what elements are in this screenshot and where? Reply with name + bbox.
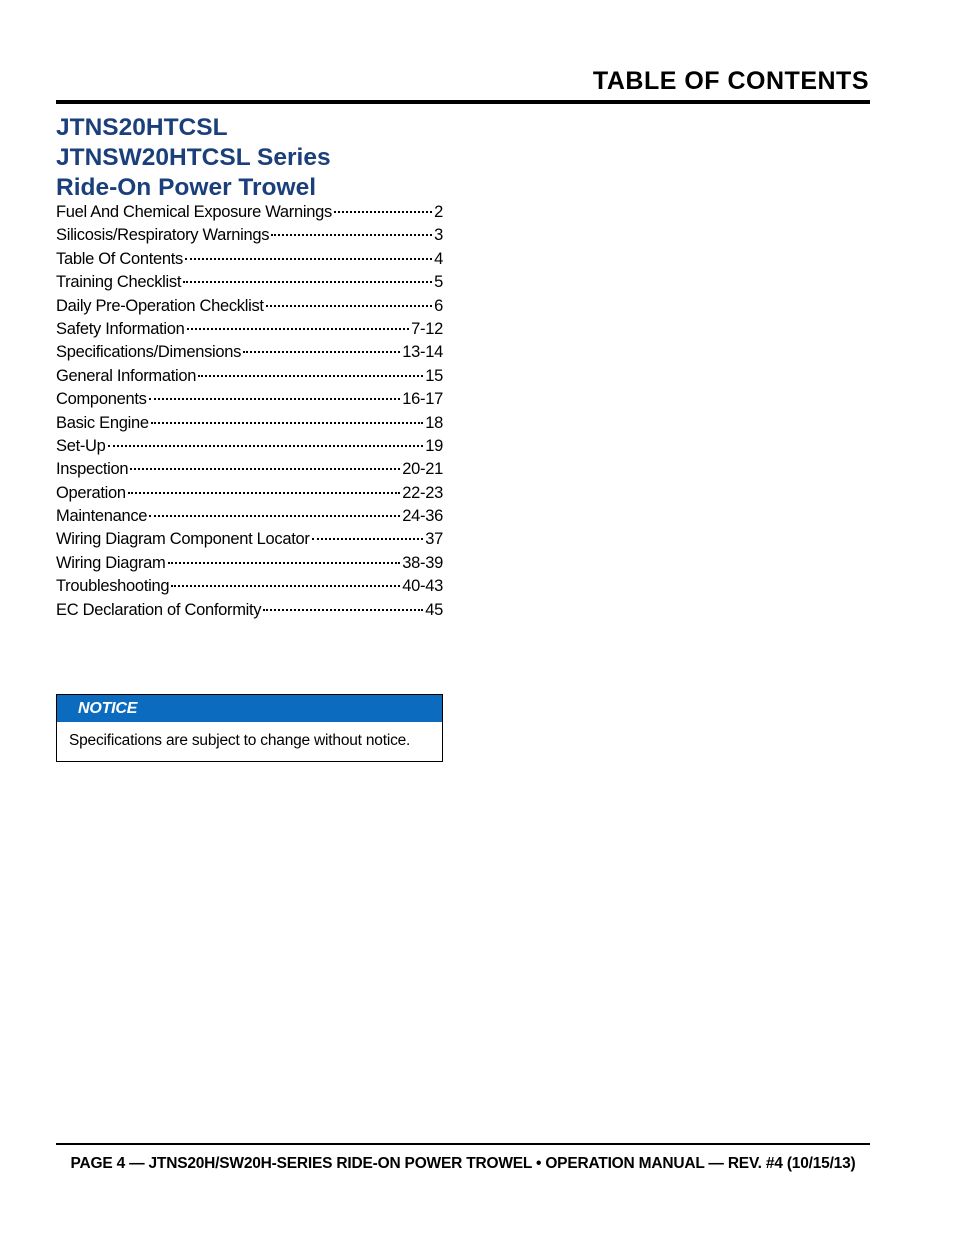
toc-dot-leader (185, 257, 432, 260)
toc-entry[interactable] (56, 341, 443, 364)
table-of-contents (56, 201, 443, 622)
product-title-line-2: JTNSW20HTCSL Series (56, 144, 331, 171)
toc-entry-label: Fuel And Chemical Exposure Warnings (56, 203, 332, 221)
header-rule (56, 100, 870, 104)
toc-entry-label: Safety Information (56, 319, 185, 338)
toc-dot-leader (271, 233, 432, 236)
page-footer: PAGE 4 — JTNS20H/SW20H-SERIES RIDE-ON POWER TROWEL • OPERATION MANUAL — REV. #4 (10/15/13) (70, 1155, 856, 1172)
toc-entry[interactable] (56, 201, 443, 224)
toc-entry[interactable] (56, 575, 443, 598)
toc-entry-page: 5 (434, 273, 443, 292)
toc-entry-label: Set-Up (56, 436, 106, 455)
product-title (56, 113, 476, 203)
toc-entry[interactable] (56, 318, 443, 341)
toc-entry[interactable] (56, 482, 443, 505)
toc-entry-page: 15 (425, 366, 443, 385)
toc-entry[interactable] (56, 412, 443, 435)
toc-dot-leader (312, 537, 424, 540)
toc-dot-leader (130, 467, 400, 470)
toc-entry[interactable] (56, 458, 443, 481)
toc-dot-leader (243, 350, 400, 353)
toc-entry-page: 2 (434, 203, 443, 221)
notice-heading: NOTICE (57, 695, 442, 722)
notice-box (56, 694, 443, 762)
toc-dot-leader (151, 421, 424, 424)
toc-entry-label: Operation (56, 483, 126, 502)
notice-text: Specifications are subject to change without notice. (69, 732, 411, 749)
toc-entry-page: 37 (425, 530, 443, 549)
toc-dot-leader (266, 304, 432, 307)
toc-entry[interactable] (56, 552, 443, 575)
toc-entry-page: 19 (425, 436, 443, 455)
toc-entry-label: Maintenance (56, 507, 148, 526)
toc-entry[interactable] (56, 505, 443, 528)
toc-dot-leader (334, 210, 432, 213)
toc-entry-label: Components (56, 390, 147, 409)
footer-rule (56, 1143, 870, 1145)
toc-entry-page: 38-39 (402, 553, 443, 572)
toc-entry-label: Wiring Diagram Component Locator (56, 530, 310, 549)
toc-entry-label: Troubleshooting (56, 577, 170, 596)
toc-entry-label: Wiring Diagram (56, 553, 166, 572)
toc-dot-leader (187, 327, 410, 330)
product-title-line-1: JTNS20HTCSL (56, 114, 228, 141)
toc-entry-page: 24-36 (402, 507, 443, 526)
toc-dot-leader (168, 561, 401, 564)
toc-entry[interactable] (56, 248, 443, 271)
toc-entry-label: Specifications/Dimensions (56, 343, 242, 362)
toc-entry[interactable] (56, 435, 443, 458)
toc-entry-label: EC Declaration of Conformity (56, 600, 262, 619)
toc-entry-page: 7-12 (411, 319, 443, 338)
toc-dot-leader (263, 608, 423, 611)
toc-entry-label: General Information (56, 366, 197, 385)
toc-entry-page: 4 (434, 249, 443, 268)
toc-dot-leader (183, 280, 432, 283)
toc-dot-leader (171, 584, 400, 587)
toc-entry-page: 6 (434, 296, 443, 315)
toc-entry-label: Training Checklist (56, 273, 182, 292)
toc-entry[interactable] (56, 388, 443, 411)
toc-dot-leader (128, 491, 401, 494)
toc-entry[interactable] (56, 271, 443, 294)
product-title-line-3: Ride-On Power Trowel (56, 174, 317, 201)
toc-entry[interactable] (56, 599, 443, 622)
toc-entry-label: Inspection (56, 460, 129, 479)
toc-dot-leader (149, 397, 401, 400)
toc-entry-label: Basic Engine (56, 413, 149, 432)
toc-entry-page: 13-14 (402, 343, 443, 362)
toc-entry-label: Daily Pre-Operation Checklist (56, 296, 264, 315)
toc-entry-page: 18 (425, 413, 443, 432)
toc-dot-leader (149, 514, 400, 517)
toc-entry-label: Silicosis/Respiratory Warnings (56, 226, 270, 245)
toc-dot-leader (198, 374, 423, 377)
section-title: TABLE OF CONTENTS (592, 67, 869, 95)
toc-entry-page: 16-17 (402, 390, 443, 409)
toc-entry[interactable] (56, 224, 443, 247)
toc-entry[interactable] (56, 365, 443, 388)
toc-entry-page: 45 (425, 600, 443, 619)
toc-entry-page: 40-43 (402, 577, 443, 596)
toc-dot-leader (108, 444, 424, 447)
toc-entry-page: 3 (434, 226, 443, 245)
toc-entry-label: Table Of Contents (56, 249, 183, 268)
toc-entry[interactable] (56, 295, 443, 318)
toc-entry[interactable] (56, 528, 443, 551)
toc-entry-page: 20-21 (402, 460, 443, 479)
toc-entry-page: 22-23 (402, 483, 443, 502)
